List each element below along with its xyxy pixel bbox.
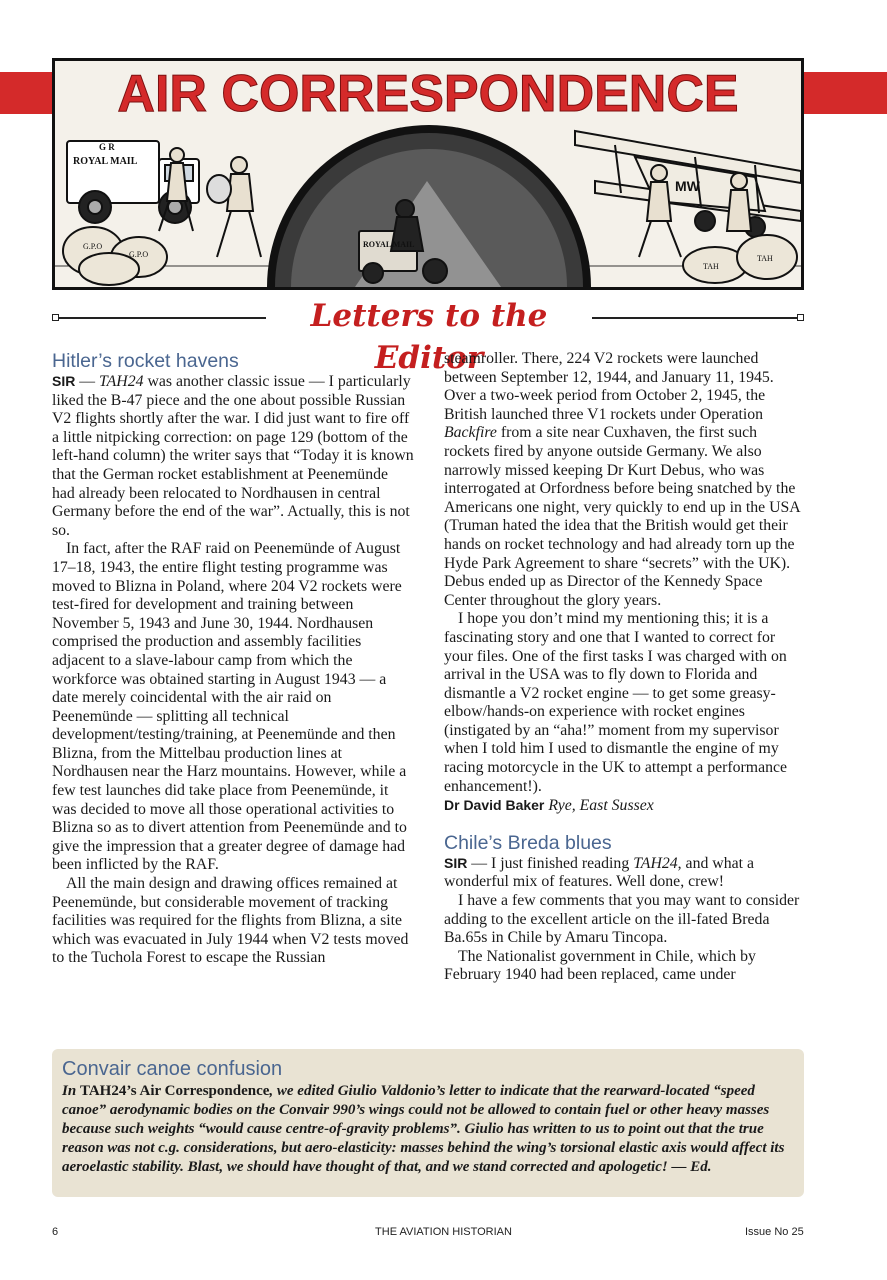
page-title: AIR CORRESPONDENCE	[117, 65, 739, 123]
letter-paragraph	[444, 854, 806, 892]
issue-number: Issue No 25	[745, 1226, 804, 1238]
section-subtitle: Letters to the Editor	[310, 298, 548, 376]
sack-right-text: TAH	[703, 262, 719, 271]
sack-left-text-2: G.P.O	[129, 250, 149, 259]
letter-paragraph: In fact, after the RAF raid on Peenemünde of August 17–18, 1943, the entire flight testing programme was moved to Blizna in Poland, where 204 V2 rockets were test-fired for development and training between November 5, 1943 and June 30, 1944. Nordhausen comprised the production and assembly facilities adjacent to a slave-labour camp from which the workforce was obtained starting in August 1943 — a date merely coincidental with the air raid on Peenemünde — splitting all technical development/testing/training, at Peenemünde and then Blizna, from the Mittelbau production lines at Nordhausen near the Harz mountains. However, while a few test launches did take place from Peenemünde, it was decided to move all those operational activities to Blizna so as to divert attention from Peenemünde and to give the impression that a greater degree of damage had been inflicted by the RAF.	[52, 540, 407, 874]
sack-right-text-2: TAH	[757, 254, 773, 263]
text-run: from a site near Cuxhaven, the first such rockets fired by anyone outside Germany. We also narrowly missed keeping Dr Kurt Debus, who was interrogated at Orfordness before being snatched by the Americans one night, very quickly to end up in the USA (Truman hated the idea that the British would get their hands on rocket technology and had already torn up the Hyde Park Agreement to share “secrets” with the UK). Debus ended up as Director of the Kennedy Space Center throughout the glory years.	[444, 424, 800, 609]
column-left	[52, 350, 414, 968]
subtitle-rule-end-left	[52, 314, 59, 321]
letter-salutation: SIR	[52, 373, 76, 389]
van-sign-text: ROYAL MAIL	[73, 156, 138, 167]
header-red-band-left	[0, 72, 56, 114]
subtitle-rule-end-right	[797, 314, 804, 321]
text-run: In	[62, 1083, 80, 1099]
text-run: — I just finished reading	[467, 854, 634, 872]
letter-salutation: SIR	[444, 854, 468, 871]
text-run: was another classic issue — I particularly liked the B-47 piece and the one about possible Russian V2 flights shortly after the war. I did just want to fire off a little nitpicking correction: on page 129 (bottom of the left-hand column) the writer says that “Today it is known that the German rocket establishment at Peenemünde had already been relocated to Nordhausen in central Germany before the end of the war”. Actually, this is not so.	[52, 373, 414, 539]
correction-text	[62, 1082, 794, 1177]
author-name: Dr David Baker	[444, 797, 545, 814]
letter-paragraph: All the main design and drawing offices remained at Peenemünde, but considerable movement of tracking facilities was required for the flights from Blizna, a site which was evacuated in July 1944 when V2 tests moved to the Tuchola Forest to escape the Russian	[52, 875, 409, 967]
sack-left-text: G.P.O	[83, 242, 103, 251]
letter-heading: Hitler’s rocket havens	[52, 350, 239, 372]
cart-sign-text: ROYAL MAIL	[363, 240, 415, 249]
subtitle-rule-right	[592, 317, 798, 319]
header-banner	[52, 58, 804, 290]
letter-paragraph: The Nationalist government in Chile, which by February 1940 had been replaced, came under	[444, 947, 756, 984]
page-number: 6	[52, 1226, 59, 1238]
letter-paragraph	[444, 350, 806, 610]
text-run: , and what a wonderful mix of features. Well done, crew!	[444, 854, 754, 891]
correction-heading: Convair canoe confusion	[62, 1058, 283, 1080]
text-run: —	[75, 373, 100, 390]
van-crest-text: G R	[99, 142, 115, 152]
issue-reference: TAH24	[99, 373, 144, 390]
letter-heading: Chile’s Breda blues	[444, 831, 612, 854]
correction-box	[52, 1049, 804, 1197]
column-right	[444, 350, 806, 985]
text-run: steamroller. There, 224 V2 rockets were launched between September 12, 1944, and January 11, 1945. Over a two-week period from October 2, 1945, the British launched three V1 rockets under Operation	[444, 350, 774, 423]
author-location: Rye, East Sussex	[548, 797, 654, 815]
publication-name: THE AVIATION HISTORIAN	[375, 1226, 512, 1238]
letter-paragraph: I hope you don’t mind my mentioning this; it is a fascinating story and one that I wanted to correct for your files. One of the first tasks I was charged with on arrival in the USA was to fly down to Florida and dismantle a V2 rocket engine — to get some greasy-elbow/hands-on experience with rocket engines (instigated by an “aha!” moment from my supervisor when I told him I used to dismantle the engine of my racing motorcycle in the UK to attempt a performance enhancement!).	[444, 610, 788, 795]
issue-reference: TAH24	[633, 854, 678, 872]
plane-mark-text: MW	[675, 178, 700, 194]
text-run: TAH24’s Air Correspondence	[79, 1083, 270, 1099]
text-run: , we edited Giulio Valdonio’s letter to indicate that the rearward-located “speed canoe” aerodynamic bodies on the Convair 990’s wings could not be allowed to contain fuel or other heavy masses because such weights “would cause centre-of-gravity problems”. Giulio has written to us to point out that the true reason was not c.g. considerations, but aero-elasticity: masses behind the wing’s torsional elastic axis would affect its aeroelastic stability. Blast, we should have thought of that, and we stand corrected and apologetic! — Ed.	[62, 1083, 785, 1175]
operation-name: Backfire	[444, 424, 497, 442]
subtitle-rule-left	[56, 317, 266, 319]
header-red-band-right	[800, 72, 887, 114]
letter-paragraph	[52, 372, 414, 540]
letter-paragraph: I have a few comments that you may want to consider adding to the excellent article on the ill-fated Breda Ba.65s in Chile by Amaru Tincopa.	[444, 892, 800, 947]
letter-signature	[444, 796, 806, 816]
